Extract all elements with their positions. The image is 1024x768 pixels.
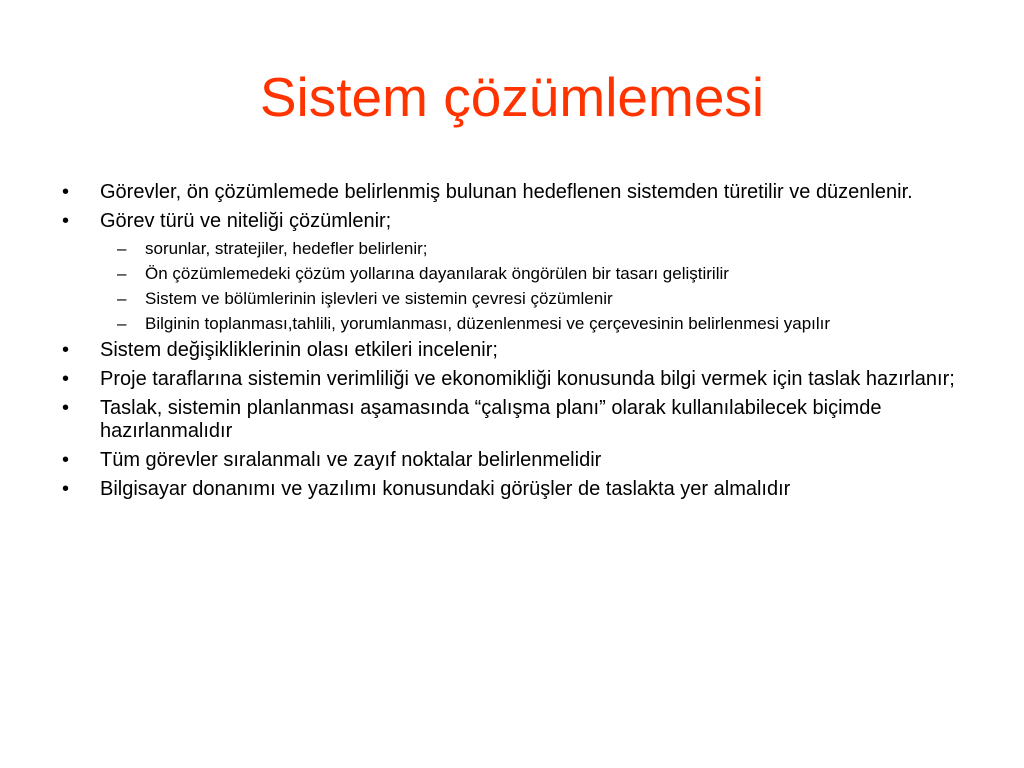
bullet-item <box>62 478 962 501</box>
bullet-dot-icon: • <box>62 478 70 500</box>
bullet-dash-icon: – <box>117 314 127 333</box>
bullet-text: Sistem ve bölümlerinin işlevleri ve sistemin çevresi çözümlenir <box>145 289 613 308</box>
slide-title: Sistem çözümlemesi <box>259 66 765 128</box>
bullet-dot-icon: • <box>62 181 70 203</box>
sub-bullet-item <box>62 264 962 284</box>
bullet-text: Bilginin toplanması,tahlili, yorumlanması, düzenlenmesi ve çerçevesinin belirlenmesi yapılır <box>145 314 831 333</box>
bullet-text: Tüm görevler sıralanmalı ve zayıf noktalar belirlenmelidir <box>100 449 602 471</box>
bullet-text: Taslak, sistemin planlanması aşamasında “çalışma planı” olarak kullanılabilecek biçimde hazırlanmalıdır <box>100 397 882 442</box>
bullet-item <box>62 368 962 391</box>
bullet-item <box>62 210 962 233</box>
bullet-item <box>62 339 962 362</box>
bullet-dot-icon: • <box>62 210 70 232</box>
bullet-dot-icon: • <box>62 449 70 471</box>
bullet-item <box>62 449 962 472</box>
sub-bullet-item <box>62 314 962 334</box>
bullet-item <box>62 181 962 204</box>
bullet-text: Görevler, ön çözümlemede belirlenmiş bulunan hedeflenen sistemden türetilir ve düzenlenir. <box>100 181 913 203</box>
bullet-dot-icon: • <box>62 368 70 390</box>
bullet-item <box>62 397 962 443</box>
bullet-text: Sistem değişikliklerinin olası etkileri incelenir; <box>100 339 498 361</box>
bullet-text: sorunlar, stratejiler, hedefler belirlenir; <box>145 239 428 258</box>
bullet-dash-icon: – <box>117 239 127 258</box>
bullet-list <box>62 181 962 507</box>
bullet-text: Bilgisayar donanımı ve yazılımı konusundaki görüşler de taslakta yer almalıdır <box>100 478 791 500</box>
bullet-dot-icon: • <box>62 339 70 361</box>
bullet-dash-icon: – <box>117 264 127 283</box>
bullet-text: Proje taraflarına sistemin verimliliği ve ekonomikliği konusunda bilgi vermek için taslak hazırlanır; <box>100 368 955 390</box>
bullet-text: Ön çözümlemedeki çözüm yollarına dayanılarak öngörülen bir tasarı geliştirilir <box>145 264 729 283</box>
bullet-dash-icon: – <box>117 289 127 308</box>
sub-bullet-item <box>62 239 962 259</box>
bullet-text: Görev türü ve niteliği çözümlenir; <box>100 210 392 232</box>
bullet-dot-icon: • <box>62 397 70 419</box>
sub-bullet-item <box>62 289 962 309</box>
